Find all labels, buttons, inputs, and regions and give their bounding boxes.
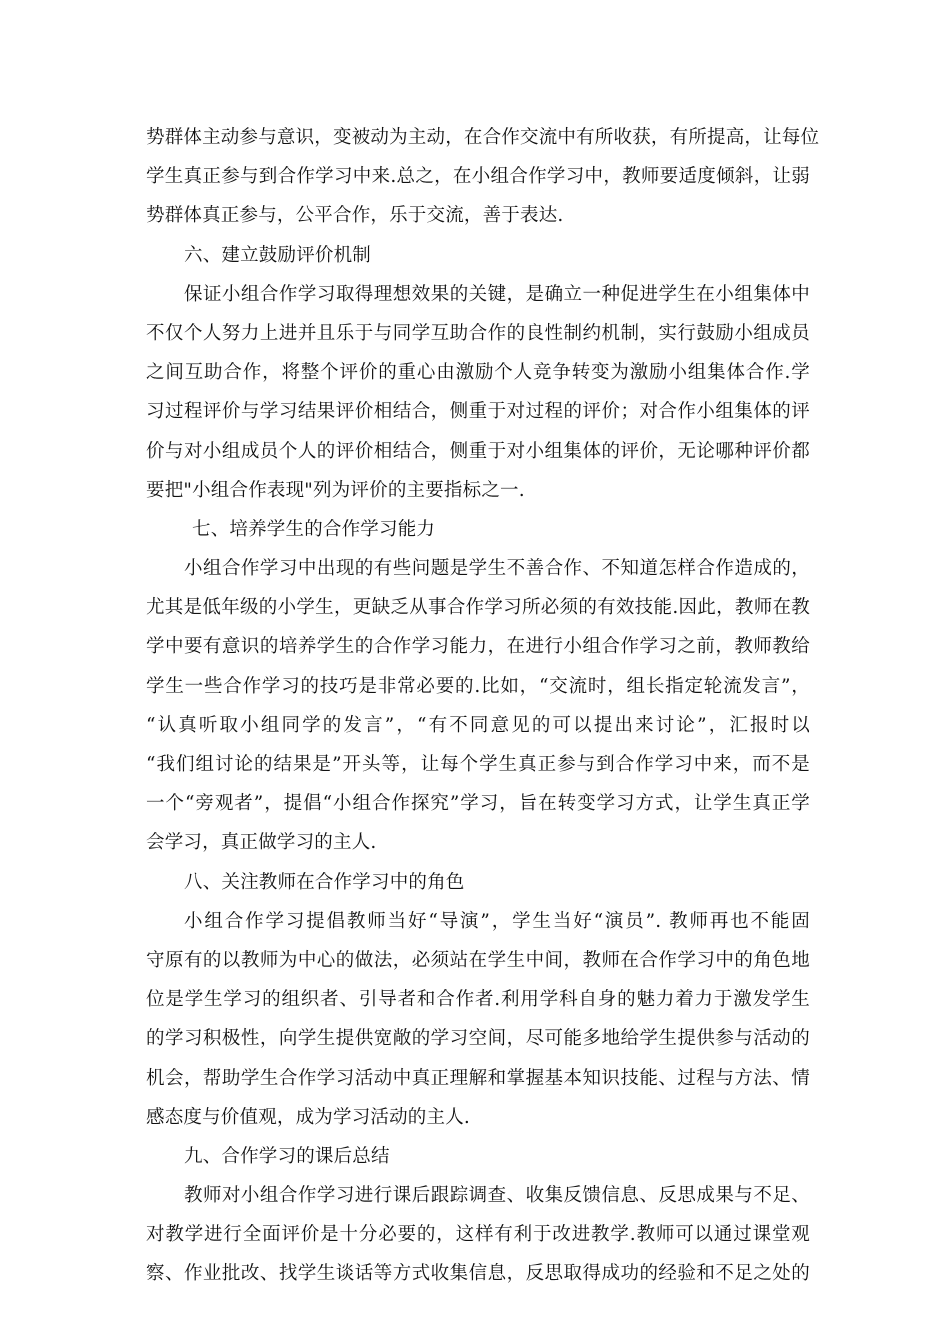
text-line: 学生一些合作学习的技巧是非常必要的.比如，“交流时，组长指定轮流发言”， [146,675,810,697]
text-line: 保证小组合作学习取得理想效果的关键，是确立一种促进学生在小组集体中 [184,283,810,305]
paragraph [146,118,820,236]
text-line: 小组合作学习中出现的有些问题是学生不善合作、不知道怎样合作造成的， [184,558,810,580]
section-heading: 八、关注教师在合作学习中的角色 [184,871,465,893]
text-line: 尤其是低年级的小学生，更缺乏从事合作学习所必须的有效技能.因此，教师在教 [146,597,810,619]
text-line: 对教学进行全面评价是十分必要的，这样有利于改进教学.教师可以通过课堂观 [146,1224,810,1246]
document-page [146,118,820,1294]
section-heading: 九、合作学习的课后总结 [184,1145,390,1167]
text-line: 势群体主动参与意识，变被动为主动，在合作交流中有所收获，有所提高，让每位 [146,127,820,148]
text-line: 感态度与价值观，成为学习活动的主人. [146,1106,470,1128]
text-line: 的学习积极性，向学生提供宽敞的学习空间，尽可能多地给学生提供参与活动的 [146,1028,810,1050]
text-line: 价与对小组成员个人的评价相结合，侧重于对小组集体的评价，无论哪种评价都 [146,440,810,462]
text-line: 不仅个人努力上进并且乐于与同学互助合作的良性制约机制，实行鼓励小组成员 [146,322,810,344]
text-line: 学中要有意识的培养学生的合作学习能力，在进行小组合作学习之前，教师教给 [146,636,810,658]
text-line: 习过程评价与学习结果评价相结合，侧重于对过程的评价；对合作小组集体的评 [146,401,810,423]
paragraph [146,549,810,863]
paragraph [146,275,810,510]
text-line: 机会，帮助学生合作学习活动中真正理解和掌握基本知识技能、过程与方法、情 [146,1067,810,1089]
text-line: “我们组讨论的结果是”开头等，让每个学生真正参与到合作学习中来，而不是 [146,754,810,775]
text-line: 一个“旁观者”，提倡“小组合作探究”学习，旨在转变学习方式，让学生真正学 [146,793,810,815]
text-line: 之间互助合作，将整个评价的重心由激励个人竞争转变为激励小组集体合作.学 [146,362,810,384]
text-line: 小组合作学习提倡教师当好“导演”，学生当好“演员”. 教师再也不能固 [184,910,810,932]
section-heading: 六、建立鼓励评价机制 [184,244,372,266]
text-line: 守原有的以教师为中心的做法，必须站在学生中间，教师在合作学习中的角色地 [146,949,810,971]
text-line: 会学习，真正做学习的主人. [146,832,377,854]
text-line: 学生真正参与到合作学习中来.总之，在小组合作学习中，教师要适度倾斜，让弱 [146,166,810,188]
paragraph [146,902,810,1137]
text-line: “认真听取小组同学的发言”，“有不同意见的可以提出来讨论”，汇报时以 [146,714,810,736]
text-line: 位是学生学习的组织者、引导者和合作者.利用学科自身的魅力着力于激发学生 [146,989,810,1011]
text-line: 察、作业批改、找学生谈话等方式收集信息，反思取得成功的经验和不足之处的 [146,1263,810,1285]
paragraph [146,1176,810,1294]
section-heading: 七、培养学生的合作学习能力 [192,518,436,540]
text-line: 势群体真正参与，公平合作，乐于交流，善于表达. [146,205,564,227]
text-line: 要把"小组合作表现"列为评价的主要指标之一. [146,479,525,501]
text-line: 教师对小组合作学习进行课后跟踪调查、收集反馈信息、反思成果与不足、 [184,1185,810,1207]
